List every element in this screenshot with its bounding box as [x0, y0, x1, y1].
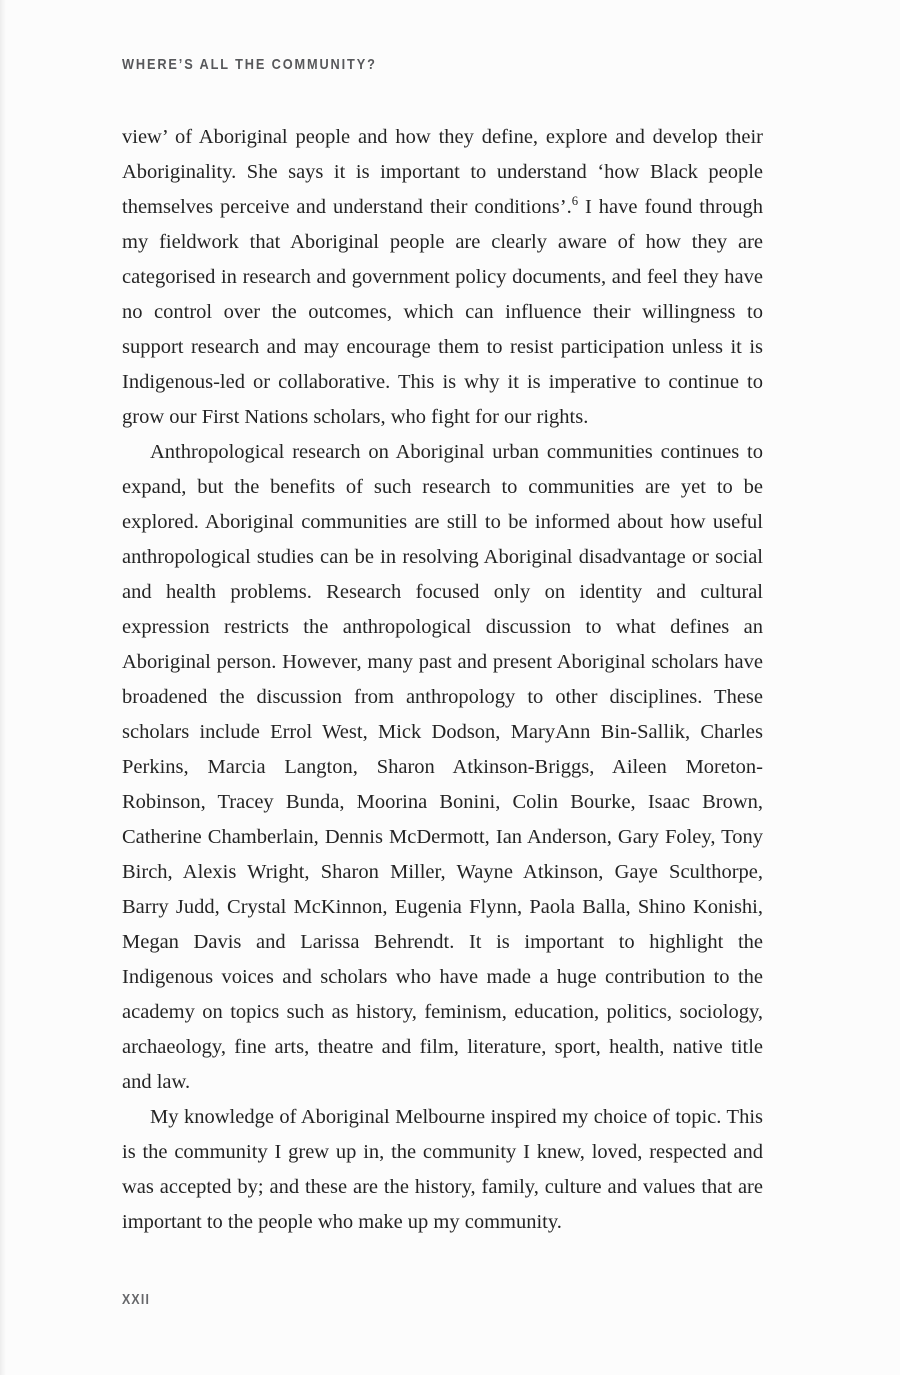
paragraph-text: view’ of Aboriginal people and how they define, explore and develop their Aboriginality. She says it is important to understand ‘how Black people themselves perceive and understand their conditions’.	[122, 126, 763, 218]
paragraph	[122, 120, 763, 435]
footnote-reference: 6	[571, 194, 579, 209]
body-text	[122, 120, 763, 1240]
page-number: XXII	[122, 1291, 151, 1308]
paragraph: Anthropological research on Aboriginal urban communities continues to expand, but the benefits of such research to communities are yet to be explored. Aboriginal communities are still to be informed about how useful anthropological studies can be in resolving Aboriginal disadvantage or social and health problems. Research focused only on identity and cultural expression restricts the anthropological discussion to what defines an Aboriginal person. However, many past and present Aboriginal scholars have broadened the discussion from anthropology to other disciplines. These scholars include Errol West, Mick Dodson, MaryAnn Bin-Sallik, Charles Perkins, Marcia Langton, Sharon Atkinson-Briggs, Aileen Moreton-Robinson, Tracey Bunda, Moorina Bonini, Colin Bourke, Isaac Brown, Catherine Chamberlain, Dennis McDermott, Ian Anderson, Gary Foley, Tony Birch, Alexis Wright, Sharon Miller, Wayne Atkinson, Gaye Sculthorpe, Barry Judd, Crystal McKinnon, Eugenia Flynn, Paola Balla, Shino Konishi, Megan Davis and Larissa Behrendt. It is important to highlight the Indigenous voices and scholars who have made a huge contribution to the academy on topics such as history, feminism, education, politics, sociology, archaeology, fine arts, theatre and film, literature, sport, health, native title and law.	[122, 441, 763, 1093]
running-header: WHERE’S ALL THE COMMUNITY?	[122, 56, 377, 73]
paragraph: My knowledge of Aboriginal Melbourne inspired my choice of topic. This is the community I grew up in, the community I knew, loved, respected and was accepted by; and these are the history, family, culture and values that are important to the people who make up my community.	[122, 1106, 763, 1233]
paragraph-text: I have found through my fieldwork that Aboriginal people are clearly aware of how they are categorised in research and government policy documents, and feel they have no control over the outcomes, which can influence their willingness to support research and may encourage them to resist participation unless it is Indigenous-led or collaborative. This is why it is imperative to continue to grow our First Nations scholars, who fight for our rights.	[122, 196, 763, 428]
